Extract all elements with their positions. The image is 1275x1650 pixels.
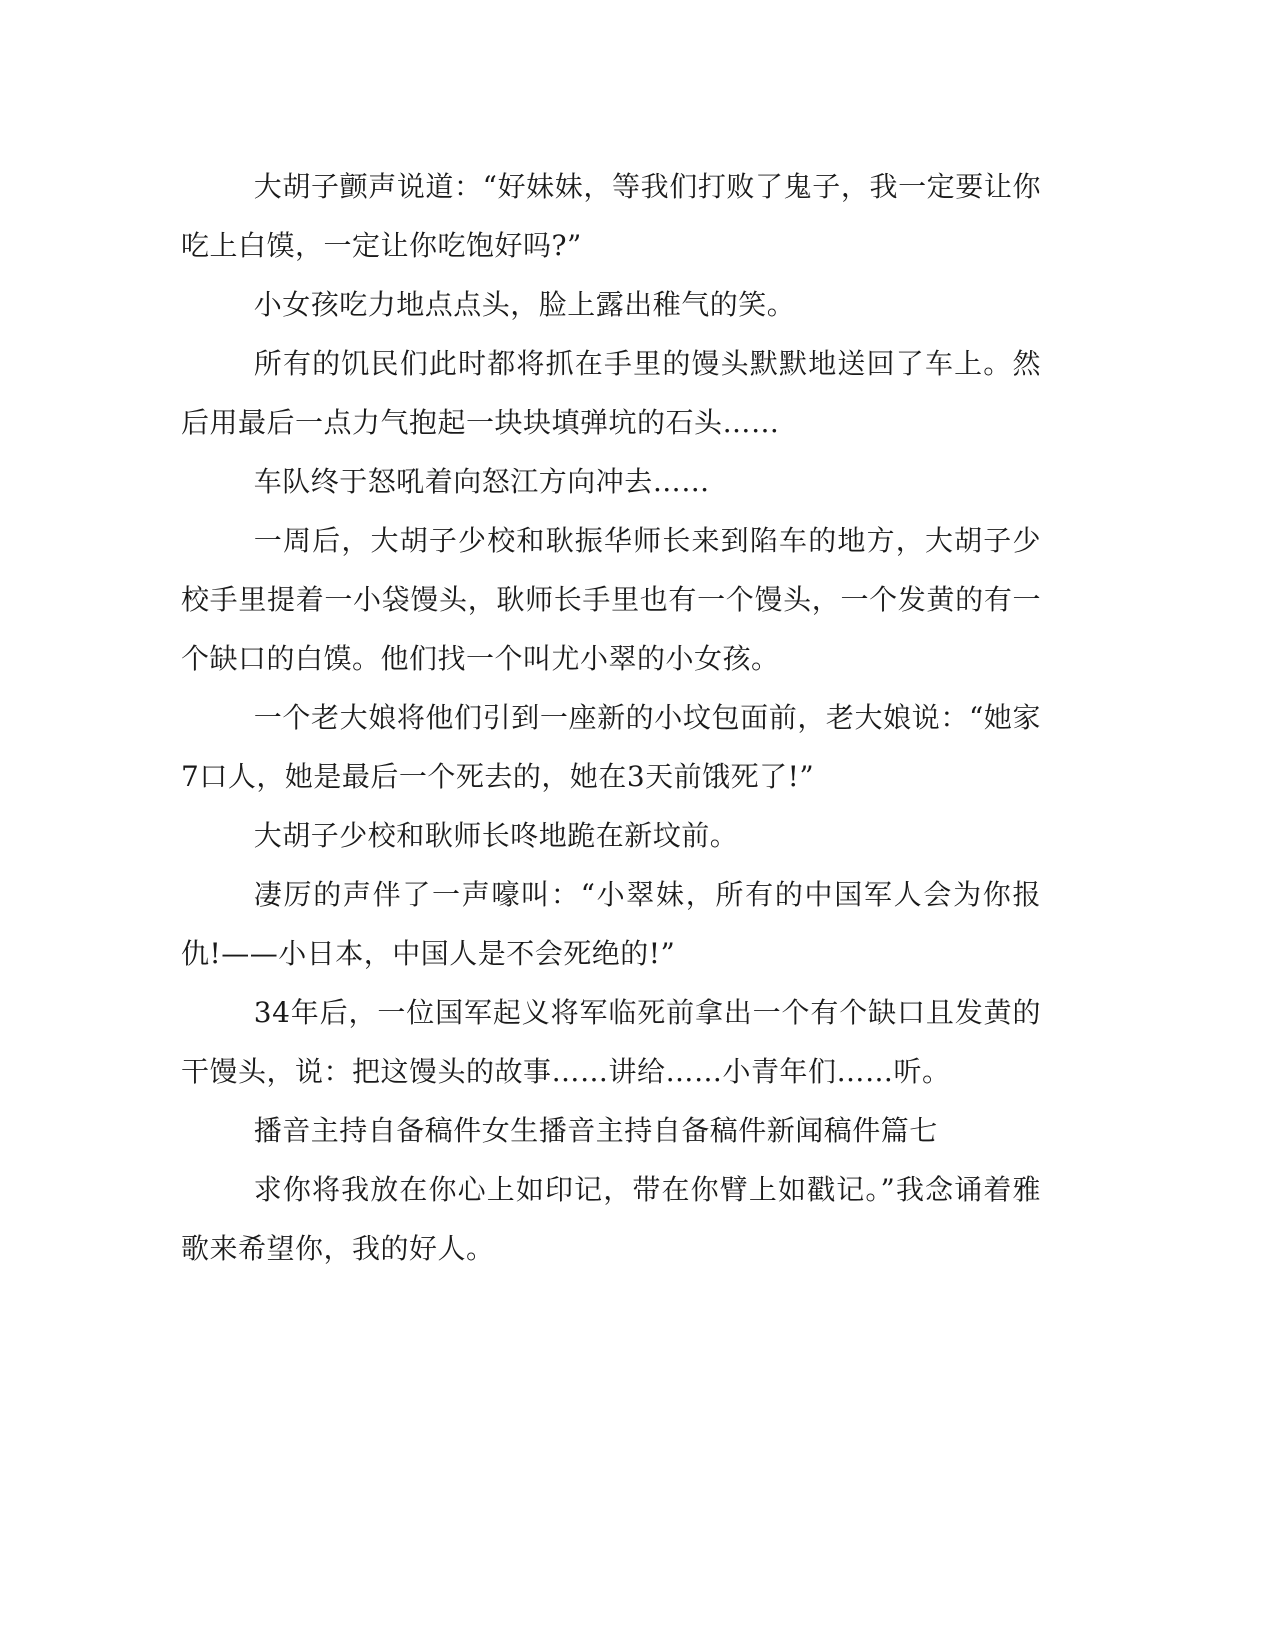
document-body <box>181 157 1041 1278</box>
paragraph-4: 车队终于怒吼着向怒江方向冲去…… <box>253 465 710 498</box>
paragraph-9: 34年后，一位国军起义将军临死前拿出一个有个缺口且发黄的干馒头，说：把这馒头的故事……讲给……小青年们……听。 <box>181 996 1041 1088</box>
section-heading: 播音主持自备稿件女生播音主持自备稿件新闻稿件篇七 <box>253 1114 938 1147</box>
paragraph-11: 求你将我放在你心上如印记，带在你臂上如戳记。”我念诵着雅歌来希望你，我的好人。 <box>181 1173 1041 1265</box>
paragraph-2: 小女孩吃力地点点头，脸上露出稚气的笑。 <box>253 288 796 321</box>
paragraph-1: 大胡子颤声说道：“好妹妹，等我们打败了鬼子，我一定要让你吃上白馍，一定让你吃饱好吗?” <box>181 170 1041 262</box>
paragraph-6: 一个老大娘将他们引到一座新的小坟包面前，老大娘说：“她家7口人，她是最后一个死去的，她在3天前饿死了!” <box>181 701 1041 793</box>
paragraph-5: 一周后，大胡子少校和耿振华师长来到陷车的地方，大胡子少校手里提着一小袋馒头，耿师长手里也有一个馒头，一个发黄的有一个缺口的白馍。他们找一个叫尤小翠的小女孩。 <box>181 524 1041 675</box>
paragraph-3: 所有的饥民们此时都将抓在手里的馒头默默地送回了车上。然后用最后一点力气抱起一块块填弹坑的石头…… <box>181 347 1041 439</box>
paragraph-7: 大胡子少校和耿师长咚地跪在新坟前。 <box>253 819 739 852</box>
paragraph-8: 凄厉的声伴了一声嚎叫：“小翠妹，所有的中国军人会为你报仇!——小日本，中国人是不会死绝的!” <box>181 878 1041 970</box>
